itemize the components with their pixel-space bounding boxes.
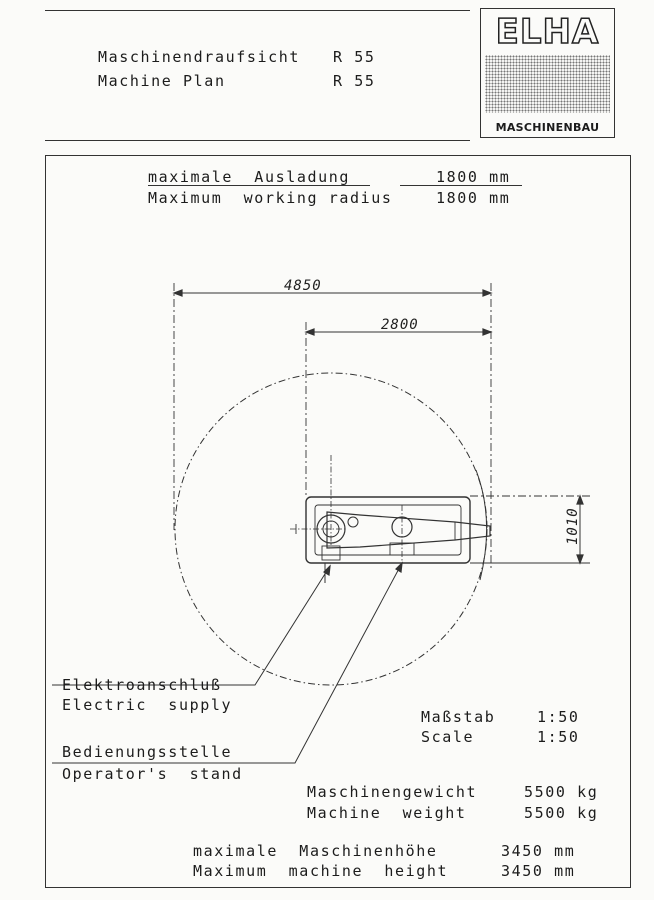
title-english: Machine Plan (98, 72, 226, 90)
height-label-english: Maximum machine height (193, 862, 449, 880)
radius-label-german: maximale Ausladung (148, 168, 350, 186)
scale-label-english: Scale (421, 728, 475, 746)
scale-value-english: 1:50 (537, 728, 580, 746)
model-german: R 55 (333, 48, 376, 66)
weight-value-german: 5500 kg (524, 783, 599, 801)
radius-value-german: 1800 mm (436, 168, 511, 186)
operator-stand-label-german: Bedienungsstelle (62, 743, 233, 761)
dimension-offset-text: 2800 (381, 317, 419, 333)
electric-supply-label-english: Electric supply (62, 696, 233, 714)
dimension-width-text: 1010 (565, 507, 581, 545)
radius-value-english: 1800 mm (436, 189, 511, 207)
weight-value-english: 5500 kg (524, 804, 599, 822)
height-label-german: maximale Maschinenhöhe (193, 842, 438, 860)
height-value-english: 3450 mm (501, 862, 576, 880)
dimension-overall-text: 4850 (284, 278, 322, 294)
leader-operator (52, 563, 402, 763)
weight-label-german: Maschinengewicht (307, 783, 478, 801)
operator-stand-label-english: Operator's stand (62, 765, 243, 783)
model-english: R 55 (333, 72, 376, 90)
pivot-lug (348, 517, 358, 527)
logo-subtitle: MASCHINENBAU (495, 121, 600, 134)
leader-electric (52, 566, 330, 685)
radius-label-english: Maximum working radius (148, 189, 393, 207)
logo-brand: ELHA (495, 12, 600, 52)
height-value-german: 3450 mm (501, 842, 576, 860)
scale-value-german: 1:50 (537, 708, 580, 726)
title-german: Maschinendraufsicht (98, 48, 300, 66)
weight-label-english: Machine weight (307, 804, 467, 822)
electric-supply-label-german: Elektroanschluß (62, 676, 222, 694)
scale-label-german: Maßstab (421, 708, 496, 726)
